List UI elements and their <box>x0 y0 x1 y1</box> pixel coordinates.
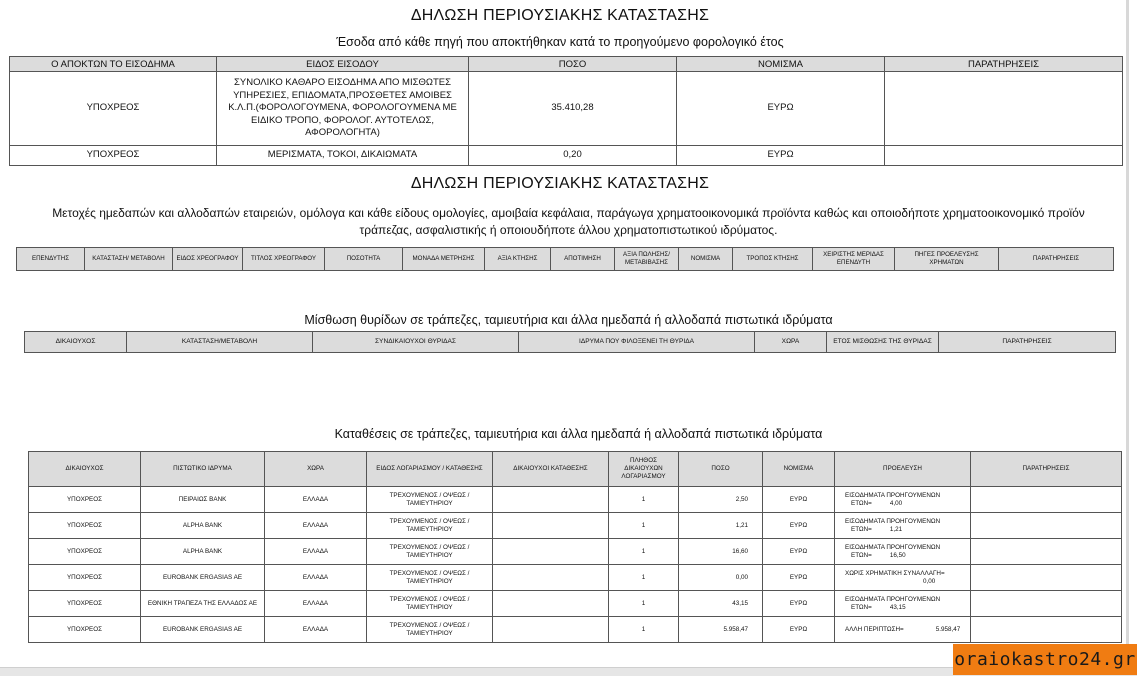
table-cell <box>971 539 1122 565</box>
securities-table <box>16 247 1114 271</box>
table-cell <box>971 591 1122 617</box>
table-cell: ΜΕΡΙΣΜΑΤΑ, ΤΟΚΟΙ, ΔΙΚΑΙΩΜΑΤΑ <box>217 146 469 166</box>
origin-value-line <box>904 626 961 633</box>
table-cell: ΥΠΟΧΡΕΟΣ <box>29 513 141 539</box>
table-cell: 43,15 <box>679 591 763 617</box>
origin-cell <box>835 565 971 591</box>
origin-label: ΧΩΡΙΣ ΧΡΗΜΑΤΙΚΗ ΣΥΝΑΛΛΑΓΗ= <box>845 569 945 577</box>
table-cell: ΤΡΕΧΟΥΜΕΝΟΣ / ΟΨΕΩΣ / ΤΑΜΙΕΥΤΗΡΙΟΥ <box>367 487 493 513</box>
table-cell: ΕΥΡΩ <box>763 565 835 591</box>
column-header: ΑΞΙΑ ΠΩΛΗΣΗΣ/ ΜΕΤΑΒΙΒΑΣΗΣ <box>615 248 679 271</box>
origin-value: 5.958,47 <box>935 625 961 633</box>
section2-title: ΔΗΛΩΣΗ ΠΕΡΙΟΥΣΙΑΚΗΣ ΚΑΤΑΣΤΑΣΗΣ <box>410 175 710 192</box>
table-header-row <box>29 452 1122 487</box>
watermark-logo: oraiokastro24.gr <box>953 644 1137 675</box>
table-cell: 2,50 <box>679 487 763 513</box>
column-header: ΕΠΕΝΔΥΤΗΣ <box>17 248 85 271</box>
origin-value-line <box>845 604 968 612</box>
column-header: ΠΟΣΟ <box>679 452 763 487</box>
origin-cell <box>835 487 971 513</box>
column-header: ΚΑΤΑΣΤΑΣΗ/ΜΕΤΑΒΟΛΗ <box>127 332 313 353</box>
column-header: ΧΕΙΡΙΣΤΗΣ ΜΕΡΙΔΑΣ ΕΠΕΝΔΥΤΗ <box>813 248 895 271</box>
table-cell <box>493 513 609 539</box>
table-cell: ΣΥΝΟΛΙΚΟ ΚΑΘΑΡΟ ΕΙΣΟΔΗΜΑ ΑΠΟ ΜΙΣΘΩΤΕΣ ΥΠΗΡΕΣΙΕΣ, ΕΠΙΔΟΜΑΤΑ,ΠΡΟΣΘΕΤΕΣ ΑΜΟΙΒΕΣ Κ.Λ.Π.(ΦΟΡΟΛΟΓΟΥΜΕΝΑ, ΦΟΡΟΛΟΓΟΥΜΕΝΑ ΜΕ ΕΙΔΙΚΟ ΤΡΟΠΟ, ΦΟΡΟΛΟΓ. ΑΥΤΟΤΕΛΩΣ, ΑΦΟΡΟΛΟΓΗΤΑ) <box>217 72 469 146</box>
table-cell: 1 <box>609 487 679 513</box>
column-header: ΤΙΤΛΟΣ ΧΡΕΟΓΡΑΦΟΥ <box>243 248 325 271</box>
column-header: ΕΙΔΟΣ ΕΙΣΟΔΟΥ <box>217 57 469 72</box>
section2-subtitle-line2: τράπεζας, ασφαλιστικής ή οποιουδήποτε άλλου χρηματοπιστωτικού ιδρύματος. <box>359 223 778 237</box>
table-cell: ΕΛΛΑΔΑ <box>265 617 367 643</box>
table-cell: ΠΕΙΡΑΙΩΣ BANK <box>141 487 265 513</box>
column-header: ΣΥΝΔΙΚΑΙΟΥΧΟΙ ΘΥΡΙΔΑΣ <box>313 332 519 353</box>
origin-sub: ΕΤΩΝ= <box>851 525 872 533</box>
table-row <box>10 72 1123 146</box>
table-cell: 1,21 <box>679 513 763 539</box>
table-cell: ΕΥΡΩ <box>763 513 835 539</box>
table-row <box>29 513 1122 539</box>
column-header: ΠΑΡΑΤΗΡΗΣΕΙΣ <box>971 452 1122 487</box>
origin-value: 16,50 <box>889 551 906 559</box>
section1-subtitle: Έσοδα από κάθε πηγή που αποκτήθηκαν κατά το προηγούμενο φορολογικό έτος <box>336 35 784 49</box>
table-cell: 35.410,28 <box>469 72 677 146</box>
table-row <box>29 539 1122 565</box>
section3-subtitle: Μίσθωση θυρίδων σε τράπεζες, ταμιευτήρια και άλλα ημεδαπά ή αλλοδαπά πιστωτικά ιδρύματα <box>304 313 833 327</box>
table-cell: ΥΠΟΧΡΕΟΣ <box>10 146 217 166</box>
table-row <box>29 565 1122 591</box>
table-cell: ΥΠΟΧΡΕΟΣ <box>29 565 141 591</box>
origin-value-line <box>845 526 968 534</box>
column-header: ΝΟΜΙΣΜΑ <box>677 57 885 72</box>
table-cell: EUROBANK ERGASIAS AE <box>141 565 265 591</box>
table-row <box>29 487 1122 513</box>
origin-label: ΕΙΣΟΔΗΜΑΤΑ ΠΡΟΗΓΟΥΜΕΝΩΝ <box>845 517 941 525</box>
column-header: ΕΤΟΣ ΜΙΣΘΩΣΗΣ ΤΗΣ ΘΥΡΙΔΑΣ <box>827 332 939 353</box>
table-cell: 5.958,47 <box>679 617 763 643</box>
table-cell: ΥΠΟΧΡΕΟΣ <box>29 487 141 513</box>
column-header: ΕΙΔΟΣ ΧΡΕΟΓΡΑΦΟΥ <box>173 248 243 271</box>
column-header: ΠΟΣΟ <box>469 57 677 72</box>
origin-sub: ΕΤΩΝ= <box>851 551 872 559</box>
table-cell: ΕΥΡΩ <box>677 72 885 146</box>
origin-cell <box>835 617 971 643</box>
origin-value-line <box>845 500 968 508</box>
table-cell: ΤΡΕΧΟΥΜΕΝΟΣ / ΟΨΕΩΣ / ΤΑΜΙΕΥΤΗΡΙΟΥ <box>367 539 493 565</box>
table-cell: ΕΥΡΩ <box>763 591 835 617</box>
column-header: ΔΙΚΑΙΟΥΧΟΣ <box>29 452 141 487</box>
column-header: ΠΟΣΟΤΗΤΑ <box>325 248 403 271</box>
table-cell: ΕΥΡΩ <box>763 487 835 513</box>
table-cell <box>493 565 609 591</box>
table-cell: ΥΠΟΧΡΕΟΣ <box>29 539 141 565</box>
table-cell: ΤΡΕΧΟΥΜΕΝΟΣ / ΟΨΕΩΣ / ΤΑΜΙΕΥΤΗΡΙΟΥ <box>367 513 493 539</box>
origin-label: ΕΙΣΟΔΗΜΑΤΑ ΠΡΟΗΓΟΥΜΕΝΩΝ <box>845 595 941 603</box>
table-cell <box>971 513 1122 539</box>
section4-subtitle: Καταθέσεις σε τράπεζες, ταμιευτήρια και άλλα ημεδαπά ή αλλοδαπά πιστωτικά ιδρύματα <box>334 427 823 441</box>
column-header: ΙΔΡΥΜΑ ΠΟΥ ΦΙΛΟΞΕΝΕΙ ΤΗ ΘΥΡΙΔΑ <box>519 332 755 353</box>
income-table <box>9 56 1123 166</box>
column-header: ΠΛΗΘΟΣ ΔΙΚΑΙΟΥΧΩΝ ΛΟΓΑΡΙΑΣΜΟΥ <box>609 452 679 487</box>
deposits-table-body <box>29 487 1122 643</box>
origin-value-line <box>845 578 968 586</box>
column-header: ΠΡΟΕΛΕΥΣΗ <box>835 452 971 487</box>
table-row <box>10 146 1123 166</box>
table-cell: ΤΡΕΧΟΥΜΕΝΟΣ / ΟΨΕΩΣ / ΤΑΜΙΕΥΤΗΡΙΟΥ <box>367 565 493 591</box>
table-header-row <box>17 248 1114 271</box>
table-cell: 1 <box>609 617 679 643</box>
column-header: ΠΑΡΑΤΗΡΗΣΕΙΣ <box>885 57 1123 72</box>
table-cell: ΕΛΛΑΔΑ <box>265 487 367 513</box>
column-header: ΝΟΜΙΣΜΑ <box>763 452 835 487</box>
table-cell: 1 <box>609 539 679 565</box>
column-header: ΑΠΟΤΙΜΗΣΗ <box>551 248 615 271</box>
table-cell: 0,00 <box>679 565 763 591</box>
table-cell: ΕΛΛΑΔΑ <box>265 591 367 617</box>
origin-value: 4,00 <box>889 499 903 507</box>
page-edge <box>1126 0 1129 668</box>
deposits-table <box>28 451 1122 643</box>
section1-title: ΔΗΛΩΣΗ ΠΕΡΙΟΥΣΙΑΚΗΣ ΚΑΤΑΣΤΑΣΗΣ <box>410 7 710 24</box>
table-row <box>29 591 1122 617</box>
safe-deposit-table <box>24 331 1116 353</box>
table-cell: ALPHA BANK <box>141 539 265 565</box>
table-cell: ΕΘΝΙΚΗ ΤΡΑΠΕΖΑ ΤΗΣ ΕΛΛΑΔΟΣ ΑΕ <box>141 591 265 617</box>
table-cell <box>493 539 609 565</box>
table-cell: 1 <box>609 565 679 591</box>
origin-value: 43,15 <box>889 603 906 611</box>
table-cell: EUROBANK ERGASIAS AE <box>141 617 265 643</box>
table-row <box>29 617 1122 643</box>
column-header: Ο ΑΠΟΚΤΩΝ ΤΟ ΕΙΣΟΔΗΜΑ <box>10 57 217 72</box>
table-cell: ΕΥΡΩ <box>763 617 835 643</box>
origin-cell <box>835 539 971 565</box>
column-header: ΜΟΝΑΔΑ ΜΕΤΡΗΣΗΣ <box>403 248 485 271</box>
origin-label: ΑΛΛΗ ΠΕΡΙΠΤΩΣΗ= <box>845 625 904 633</box>
table-cell: ΕΛΛΑΔΑ <box>265 565 367 591</box>
origin-cell <box>835 591 971 617</box>
table-cell: 1 <box>609 513 679 539</box>
column-header: ΔΙΚΑΙΟΥΧΟΣ <box>25 332 127 353</box>
column-header: ΚΑΤΑΣΤΑΣΗ/ ΜΕΤΑΒΟΛΗ <box>85 248 173 271</box>
table-cell: ΥΠΟΧΡΕΟΣ <box>29 617 141 643</box>
origin-cell <box>835 513 971 539</box>
table-cell: ΕΥΡΩ <box>677 146 885 166</box>
column-header: ΤΡΟΠΟΣ ΚΤΗΣΗΣ <box>733 248 813 271</box>
origin-label: ΕΙΣΟΔΗΜΑΤΑ ΠΡΟΗΓΟΥΜΕΝΩΝ <box>845 491 941 499</box>
table-cell <box>971 487 1122 513</box>
origin-value: 0,00 <box>923 577 936 585</box>
column-header: ΧΩΡΑ <box>755 332 827 353</box>
origin-value-line <box>845 552 968 560</box>
table-cell: 0,20 <box>469 146 677 166</box>
origin-value: 1,21 <box>889 525 903 533</box>
section2-subtitle-line1: Μετοχές ημεδαπών και αλλοδαπών εταιρειών, ομόλογα και κάθε είδους ομολογίες, αμοιβαία κεφάλαια, παράγωγα χρηματοοικονομικά προϊόντα καθώς και οποιοδήποτε χρηματοοικονομικό προϊόν <box>52 206 1085 220</box>
table-cell: ΕΛΛΑΔΑ <box>265 539 367 565</box>
table-cell <box>885 72 1123 146</box>
table-cell: ΥΠΟΧΡΕΟΣ <box>10 72 217 146</box>
table-cell: 16,60 <box>679 539 763 565</box>
table-cell: ΕΛΛΑΔΑ <box>265 513 367 539</box>
column-header: ΠΑΡΑΤΗΡΗΣΕΙΣ <box>939 332 1116 353</box>
origin-sub: ΕΤΩΝ= <box>851 499 872 507</box>
table-cell: ΤΡΕΧΟΥΜΕΝΟΣ / ΟΨΕΩΣ / ΤΑΜΙΕΥΤΗΡΙΟΥ <box>367 617 493 643</box>
column-header: ΝΟΜΙΣΜΑ <box>679 248 733 271</box>
table-header-row <box>10 57 1123 72</box>
column-header: ΠΙΣΤΩΤΙΚΟ ΙΔΡΥΜΑ <box>141 452 265 487</box>
table-header-row <box>25 332 1116 353</box>
origin-label: ΕΙΣΟΔΗΜΑΤΑ ΠΡΟΗΓΟΥΜΕΝΩΝ <box>845 543 941 551</box>
table-cell: ΥΠΟΧΡΕΟΣ <box>29 591 141 617</box>
table-cell <box>493 617 609 643</box>
column-header: ΔΙΚΑΙΟΥΧΟΙ ΚΑΤΑΘΕΣΗΣ <box>493 452 609 487</box>
table-cell: ALPHA BANK <box>141 513 265 539</box>
column-header: ΧΩΡΑ <box>265 452 367 487</box>
table-cell <box>493 487 609 513</box>
table-cell: 1 <box>609 591 679 617</box>
table-cell <box>885 146 1123 166</box>
table-cell: ΕΥΡΩ <box>763 539 835 565</box>
origin-sub: ΕΤΩΝ= <box>851 603 872 611</box>
table-cell <box>971 617 1122 643</box>
table-cell <box>493 591 609 617</box>
column-header: ΠΑΡΑΤΗΡΗΣΕΙΣ <box>999 248 1114 271</box>
table-cell: ΤΡΕΧΟΥΜΕΝΟΣ / ΟΨΕΩΣ / ΤΑΜΙΕΥΤΗΡΙΟΥ <box>367 591 493 617</box>
column-header: ΕΙΔΟΣ ΛΟΓΑΡΙΑΣΜΟΥ / ΚΑΤΑΘΕΣΗΣ <box>367 452 493 487</box>
table-cell <box>971 565 1122 591</box>
column-header: ΑΞΙΑ ΚΤΗΣΗΣ <box>485 248 551 271</box>
column-header: ΠΗΓΕΣ ΠΡΟΕΛΕΥΣΗΣ ΧΡΗΜΑΤΩΝ <box>895 248 999 271</box>
